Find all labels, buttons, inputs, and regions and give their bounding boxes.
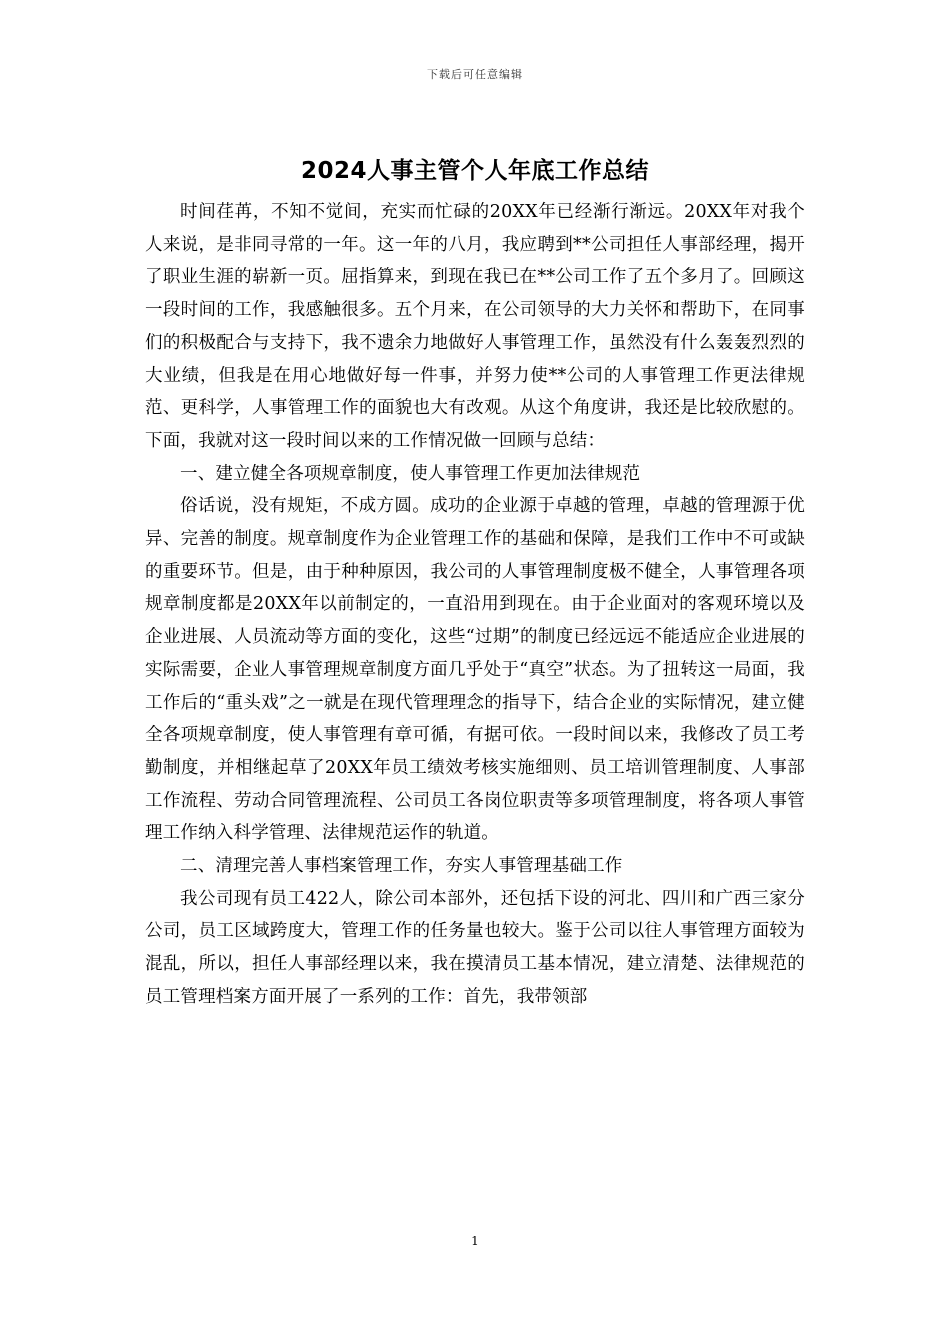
section-heading-2: 二、清理完善人事档案管理工作，夯实人事管理基础工作 xyxy=(180,856,623,877)
paragraph-section-2: 我公司现有员工422人，除公司本部外，还包括下设的河北、四川和广西三家分公司，员工区域跨度大，管理工作的任务量也较大。鉴于公司以往人事管理方面较为混乱，所以，担任人事部经理以来，我在摸清员工基本情况，建立清楚、法律规范的员工管理档案方面开展了一系列的工作：首先，我带领部 xyxy=(145,888,805,1007)
page-number: 1 xyxy=(471,1234,479,1248)
document-body xyxy=(145,196,805,1014)
paragraph-section-1: 俗话说，没有规矩，不成方圆。成功的企业源于卓越的管理，卓越的管理源于优异、完善的制度。规章制度作为企业管理工作的基础和保障，是我们工作中不可或缺的重要环节。但是，由于种种原因，我公司的人事管理制度极不健全，人事管理各项规章制度都是20XX年以前制定的，一直沿用到现在。由于企业面对的客观环境以及企业进展、人员流动等方面的变化，这些“过期”的制度已经远远不能适应企业进展的实际需要，企业人事管理规章制度方面几乎处于“真空”状态。为了扭转这一局面，我工作后的“重头戏”之一就是在现代管理理念的指导下，结合企业的实际情况，建立健全各项规章制度，使人事管理有章可循，有据可依。一段时间以来，我修改了员工考勤制度，并相继起草了20XX年员工绩效考核实施细则、员工培训管理制度、人事部工作流程、劳动合同管理流程、公司员工各岗位职责等多项管理制度，将各项人事管理工作纳入科学管理、法律规范运作的轨道。 xyxy=(145,496,805,844)
section-heading-1: 一、建立健全各项规章制度，使人事管理工作更加法律规范 xyxy=(180,463,641,484)
header-note: 下载后可任意编辑 xyxy=(427,68,523,81)
document-title: 2024人事主管个人年底工作总结 xyxy=(300,158,649,184)
paragraph-intro: 时间荏苒，不知不觉间，充实而忙碌的20XX年已经渐行渐远。20XX年对我个人来说，是非同寻常的一年。这一年的八月，我应聘到**公司担任人事部经理，揭开了职业生涯的崭新一页。屈指算来，到现在我已在**公司工作了五个多月了。回顾这一段时间的工作，我感触很多。五个月来，在公司领导的大力关怀和帮助下，在同事们的积极配合与支持下，我不遗余力地做好人事管理工作，虽然没有什么轰轰烈烈的大业绩，但我是在用心地做好每一件事，并努力使**公司的人事管理工作更法律规范、更科学，人事管理工作的面貌也大有改观。从这个角度讲，我还是比较欣慰的。下面，我就对这一段时间以来的工作情况做一回顾与总结： xyxy=(145,202,805,451)
